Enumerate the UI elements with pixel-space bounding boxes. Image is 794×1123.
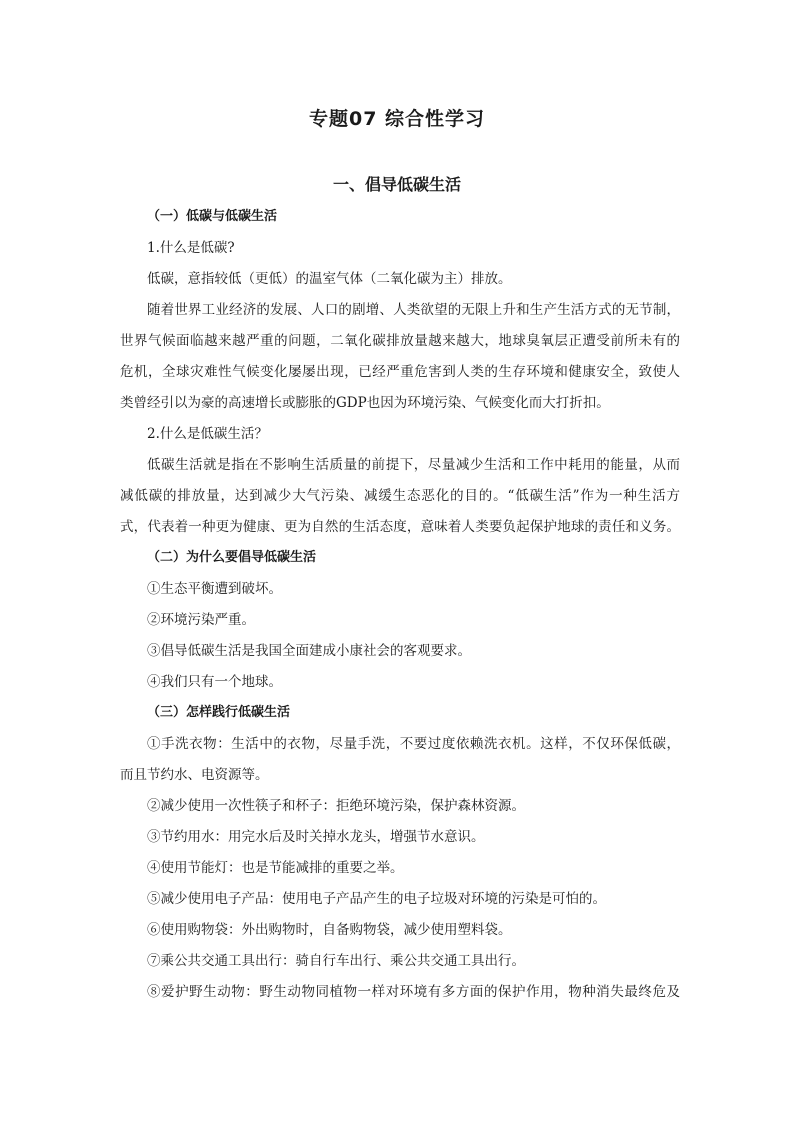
list-item: ①生态平衡遭到破坏。 — [147, 581, 282, 597]
paragraph-line: 低碳，意指较低（更低）的温室气体（二氧化碳为主）排放。 — [147, 271, 512, 287]
paragraph-line: 世界气候面临越来越严重的问题，二氧化碳排放量越来越大，地球臭氧层正遭受前所未有的 — [120, 333, 680, 349]
paragraph-line: 随着世界工业经济的发展、人口的剧增、人类欲望的无限上升和生产生活方式的无节制， — [147, 302, 680, 318]
list-item: ④我们只有一个地球。 — [147, 674, 282, 690]
list-item: ③倡导低碳生活是我国全面建成小康社会的客观要求。 — [147, 643, 471, 659]
list-item: 而且节约水、电资源等。 — [120, 767, 269, 783]
paragraph-line: 低碳生活就是指在不影响生活质量的前提下，尽量减少生活和工作中耗用的能量，从而 — [147, 457, 680, 473]
paragraph-line: 式，代表着一种更为健康、更为自然的生活态度，意味着人类要负起保护地球的责任和义务。 — [120, 519, 680, 535]
list-item: ④使用节能灯：也是节能减排的重要之举。 — [147, 860, 404, 876]
section-title: 一、倡导低碳生活 — [332, 175, 461, 194]
subheading: （二）为什么要倡导低碳生活 — [147, 550, 317, 565]
subheading: （三）怎样践行低碳生活 — [147, 705, 291, 720]
paragraph-line: 危机，全球灾难性气候变化屡屡出现，已经严重危害到人类的生存环境和健康安全，致使人 — [120, 364, 680, 380]
paragraph-line: 2.什么是低碳生活？ — [147, 426, 268, 442]
subheading: （一）低碳与低碳生活 — [147, 209, 278, 224]
list-item: ⑥使用购物袋：外出购物时，自备购物袋，减少使用塑料袋。 — [147, 922, 512, 938]
list-item: ③节约用水：用完水后及时关掉水龙头，增强节水意识。 — [147, 829, 485, 845]
list-item: ⑤减少使用电子产品：使用电子产品产生的电子垃圾对环境的污染是可怕的。 — [147, 891, 606, 907]
paragraph-line: 1.什么是低碳? — [147, 240, 235, 256]
paragraph-line: 类曾经引以为豪的高速增长或膨胀的GDP也因为环境污染、气候变化而大打折扣。 — [120, 395, 610, 411]
paragraph-line: 减低碳的排放量，达到减少大气污染、减缓生态恶化的目的。“低碳生活”作为一种生活方 — [120, 488, 680, 504]
list-item: ⑦乘公共交通工具出行：骑自行车出行、乘公共交通工具出行。 — [147, 953, 525, 969]
list-item: ⑧爱护野生动物：野生动物同植物一样对环境有多方面的保护作用，物种消失最终危及 — [147, 984, 680, 1000]
list-item: ②环境污染严重。 — [147, 612, 255, 628]
document-title: 专题07 综合性学习 — [308, 108, 486, 130]
list-item: ②减少使用一次性筷子和杯子：拒绝环境污染，保护森林资源。 — [147, 798, 525, 814]
list-item: ①手洗衣物：生活中的衣物，尽量手洗，不要过度依赖洗衣机。这样，不仅环保低碳， — [147, 736, 680, 752]
